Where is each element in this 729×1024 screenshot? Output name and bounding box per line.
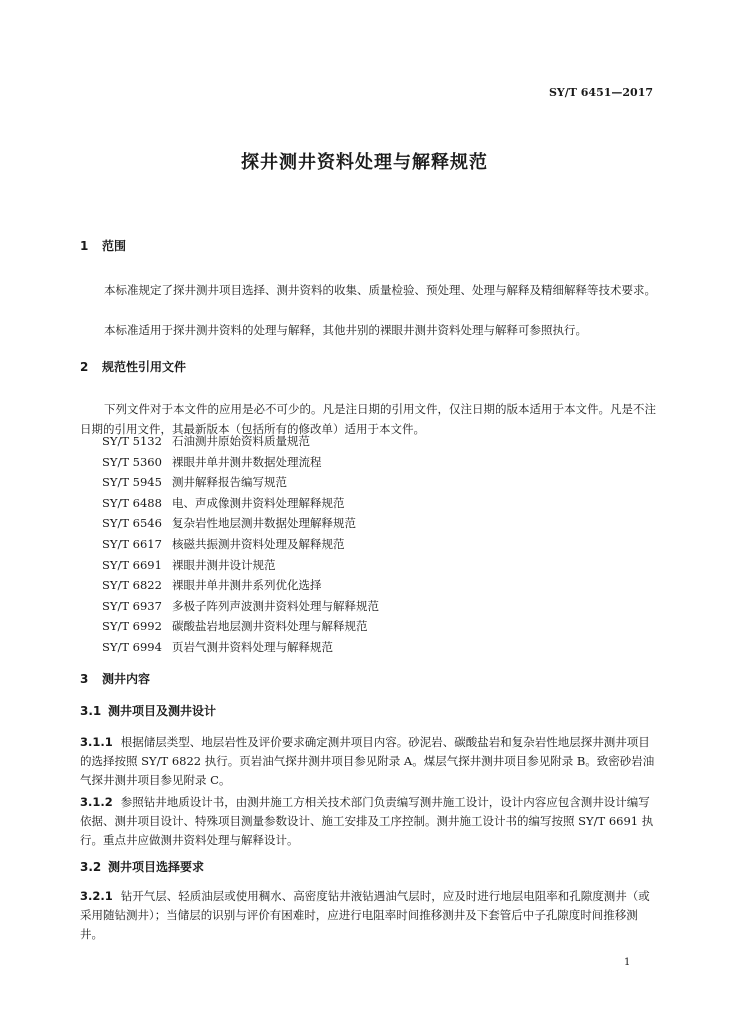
reference-title: 多极子阵列声波测井资料处理与解释规范	[172, 598, 379, 613]
section-number: 1	[80, 239, 89, 253]
reference-title: 页岩气测井资料处理与解释规范	[172, 640, 333, 654]
reference-title: 核磁共振测井资料处理及解释规范	[172, 537, 345, 551]
section-title: 测井内容	[102, 672, 151, 686]
reference-code: SY/T 6937	[102, 598, 162, 613]
reference-title: 测井解释报告编写规范	[172, 475, 287, 490]
reference-title: 裸眼井测井设计规范	[172, 557, 276, 572]
reference-item	[102, 639, 333, 655]
reference-item	[102, 557, 276, 573]
subsection-number: 3.2	[80, 860, 102, 874]
subsection-3-1-heading	[80, 702, 216, 719]
reference-code: SY/T 6994	[102, 640, 162, 654]
section-2-heading	[80, 358, 186, 375]
reference-item	[102, 515, 356, 531]
reference-title: 电、声成像测井资料处理解释规范	[172, 495, 345, 510]
section-title: 范围	[102, 239, 127, 253]
section-3-heading	[80, 670, 150, 687]
reference-title: 裸眼井单井测井数据处理流程	[172, 454, 322, 469]
reference-item	[102, 454, 322, 470]
reference-item	[102, 618, 368, 634]
reference-item	[102, 433, 310, 449]
clause-3-1-2	[80, 793, 658, 850]
document-title: 探井测井资料处理与解释规范	[241, 152, 488, 173]
reference-code: SY/T 5360	[102, 454, 162, 469]
page-number: 1	[624, 957, 631, 968]
reference-title: 碳酸盐岩地层测井资料处理与解释规范	[172, 619, 368, 634]
reference-code: SY/T 6691	[102, 557, 162, 572]
section-number: 3	[80, 672, 89, 686]
standard-code: SY/T 6451—2017	[548, 86, 653, 99]
clause-number: 3.1.2	[80, 795, 113, 809]
clause-text: 参照钻井地质设计书，由测井施工方相关技术部门负责编写测井施工设计，设计内容应包含测井设计编写依据、测井项目设计、特殊项目测量参数设计、施工安排及工序控制。测井施工设计书的编写按照 SY/T 6691 执行。重点井应做测井资料处理与解释设计。	[80, 795, 654, 847]
reference-item	[102, 598, 379, 614]
reference-code: SY/T 6546	[102, 516, 162, 531]
section-title: 规范性引用文件	[102, 360, 187, 374]
reference-item	[102, 577, 322, 593]
reference-title: 石油测井原始资料质量规范	[172, 434, 310, 448]
paragraph: 本标准适用于探井测井资料的处理与解释，其他井别的裸眼井测井资料处理与解释可参照执行。	[104, 323, 587, 337]
clause-text: 根据储层类型、地层岩性及评价要求确定测井项目内容。砂泥岩、碳酸盐岩和复杂岩性地层探井测井项目的选择按照 SY/T 6822 执行。页岩油气探井测井项目参见附录 A。煤层气探井测井项目参见附录 B。致密砂岩油气探井测井项目参见附录 C。	[80, 735, 655, 787]
reference-item	[102, 495, 345, 511]
subsection-title: 测井项目选择要求	[108, 860, 205, 874]
clause-3-1-1	[80, 733, 658, 790]
clause-number: 3.2.1	[80, 889, 113, 903]
reference-code: SY/T 6822	[102, 578, 162, 593]
subsection-3-2-heading	[80, 858, 204, 875]
reference-code: SY/T 6488	[102, 495, 162, 510]
section-number: 2	[80, 360, 89, 374]
reference-code: SY/T 6992	[102, 619, 162, 634]
reference-code: SY/T 5945	[102, 475, 162, 490]
section-1-heading	[80, 237, 126, 254]
clause-number: 3.1.1	[80, 735, 113, 749]
clause-3-2-1	[80, 887, 658, 944]
subsection-number: 3.1	[80, 704, 102, 718]
reference-title: 裸眼井单井测井系列优化选择	[172, 578, 322, 593]
subsection-title: 测井项目及测井设计	[108, 704, 217, 718]
paragraph: 本标准规定了探井测井项目选择、测井资料的收集、质量检验、预处理、处理与解释及精细解释等技术要求。	[104, 283, 656, 297]
reference-item	[102, 474, 287, 490]
reference-item	[102, 536, 345, 552]
clause-text: 钻开气层、轻质油层或使用稠水、高密度钻井液钻遇油气层时，应及时进行地层电阻率和孔隙度测井（或采用随钻测井）；当储层的识别与评价有困难时，应进行电阻率时间推移测井及下套管后中子孔隙度时间推移测井。	[80, 889, 650, 941]
paragraph: 下列文件对于本文件的应用是必不可少的。凡是注日期的引用文件，仅注日期的版本适用于本文件。凡是不注日期的引用文件，其最新版本（包括所有的修改单）适用于本文件。	[80, 402, 656, 436]
reference-title: 复杂岩性地层测井数据处理解释规范	[172, 516, 356, 531]
reference-code: SY/T 6617	[102, 537, 162, 551]
reference-code: SY/T 5132	[102, 434, 162, 448]
